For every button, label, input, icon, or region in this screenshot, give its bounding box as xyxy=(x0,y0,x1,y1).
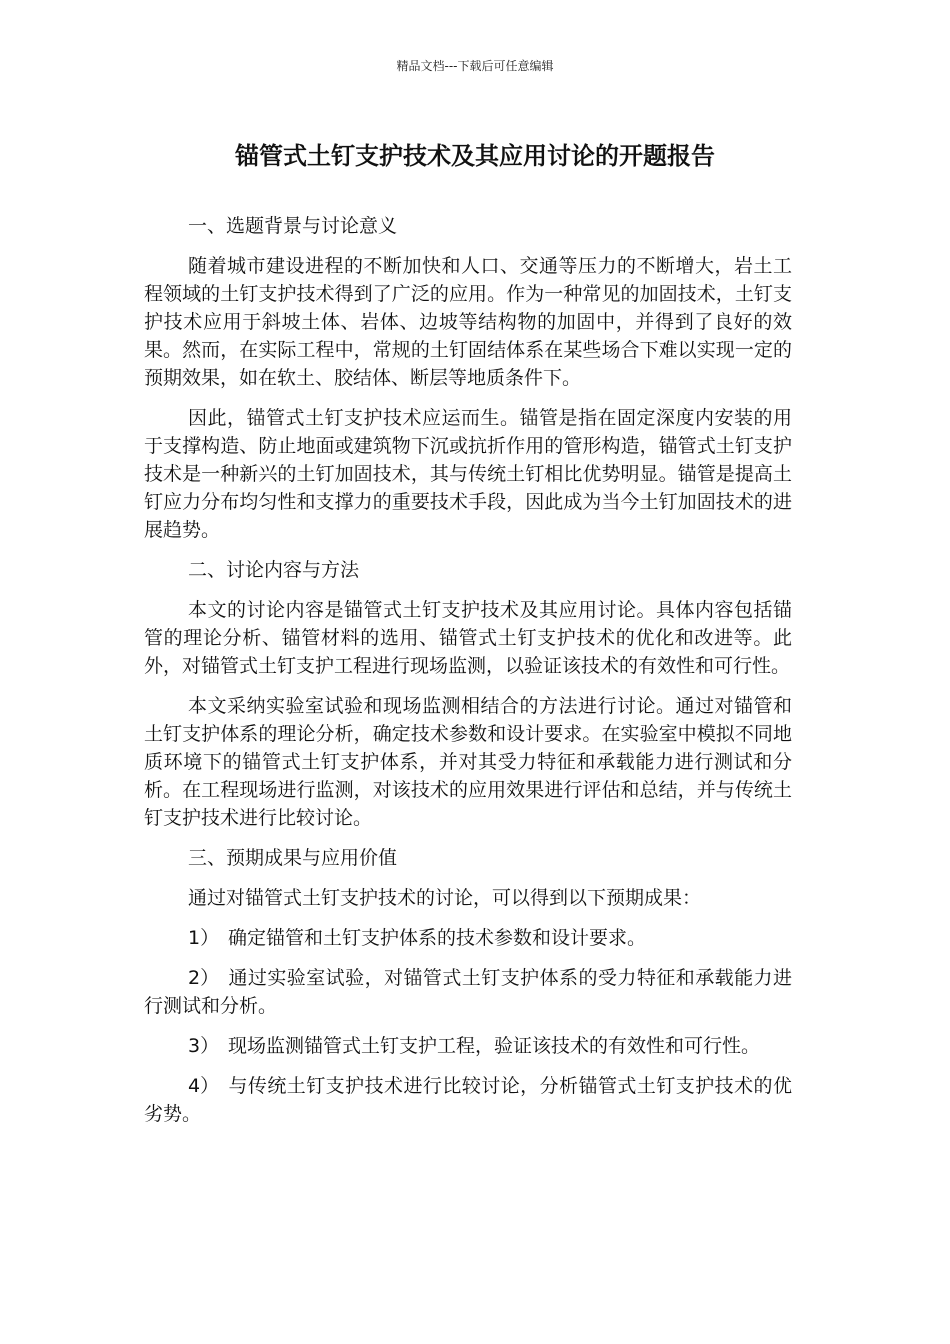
list-item-text: 确定锚管和土钉支护体系的技术参数和设计要求。 xyxy=(228,927,647,949)
list-item-1 xyxy=(144,924,792,952)
section-heading-1: 一、选题背景与讨论意义 xyxy=(188,215,398,237)
section-heading-2: 二、讨论内容与方法 xyxy=(188,559,360,581)
list-number: 3） xyxy=(188,1035,220,1057)
header-note: 精品文档---下载后可任意编辑 xyxy=(396,59,554,73)
list-item-4 xyxy=(144,1072,792,1128)
paragraph: 本文采纳实验室试验和现场监测相结合的方法进行讨论。通过对锚管和土钉支护体系的理论分析，确定技术参数和设计要求。在实验室中模拟不同地质环境下的锚管式土钉支护体系，并对其受力特征和承载能力进行测试和分析。在工程现场进行监测，对该技术的应用效果进行评估和总结，并与传统土钉支护技术进行比较讨论。 xyxy=(144,695,792,829)
list-number: 4） xyxy=(188,1075,220,1097)
document-title: 锚管式土钉支护技术及其应用讨论的开题报告 xyxy=(235,142,715,170)
list-item-text: 与传统土钉支护技术进行比较讨论，分析锚管式土钉支护技术的优劣势。 xyxy=(144,1075,792,1125)
list-number: 1） xyxy=(188,927,220,949)
list-item-text: 通过实验室试验，对锚管式土钉支护体系的受力特征和承载能力进行测试和分析。 xyxy=(144,967,792,1017)
list-item-3 xyxy=(144,1032,792,1060)
document-body xyxy=(144,212,792,1140)
list-number: 2） xyxy=(188,967,220,989)
paragraph: 本文的讨论内容是锚管式土钉支护技术及其应用讨论。具体内容包括锚管的理论分析、锚管材料的选用、锚管式土钉支护技术的优化和改进等。此外，对锚管式土钉支护工程进行现场监测，以验证该技术的有效性和可行性。 xyxy=(144,599,792,677)
list-item-2 xyxy=(144,964,792,1020)
list-intro: 通过对锚管式土钉支护技术的讨论，可以得到以下预期成果： xyxy=(188,887,702,909)
paragraph: 随着城市建设进程的不断加快和人口、交通等压力的不断增大，岩土工程领域的土钉支护技术得到了广泛的应用。作为一种常见的加固技术，土钉支护技术应用于斜坡土体、岩体、边坡等结构物的加固中，并得到了良好的效果。然而，在实际工程中，常规的土钉固结体系在某些场合下难以实现一定的预期效果，如在软土、胶结体、断层等地质条件下。 xyxy=(144,255,792,389)
paragraph: 因此，锚管式土钉支护技术应运而生。锚管是指在固定深度内安装的用于支撑构造、防止地面或建筑物下沉或抗折作用的管形构造，锚管式土钉支护技术是一种新兴的土钉加固技术，其与传统土钉相比优势明显。锚管是提高土钉应力分布均匀性和支撑力的重要技术手段，因此成为当今土钉加固技术的进展趋势。 xyxy=(144,407,792,541)
list-item-text: 现场监测锚管式土钉支护工程，验证该技术的有效性和可行性。 xyxy=(228,1035,761,1057)
section-heading-3: 三、预期成果与应用价值 xyxy=(188,847,398,869)
